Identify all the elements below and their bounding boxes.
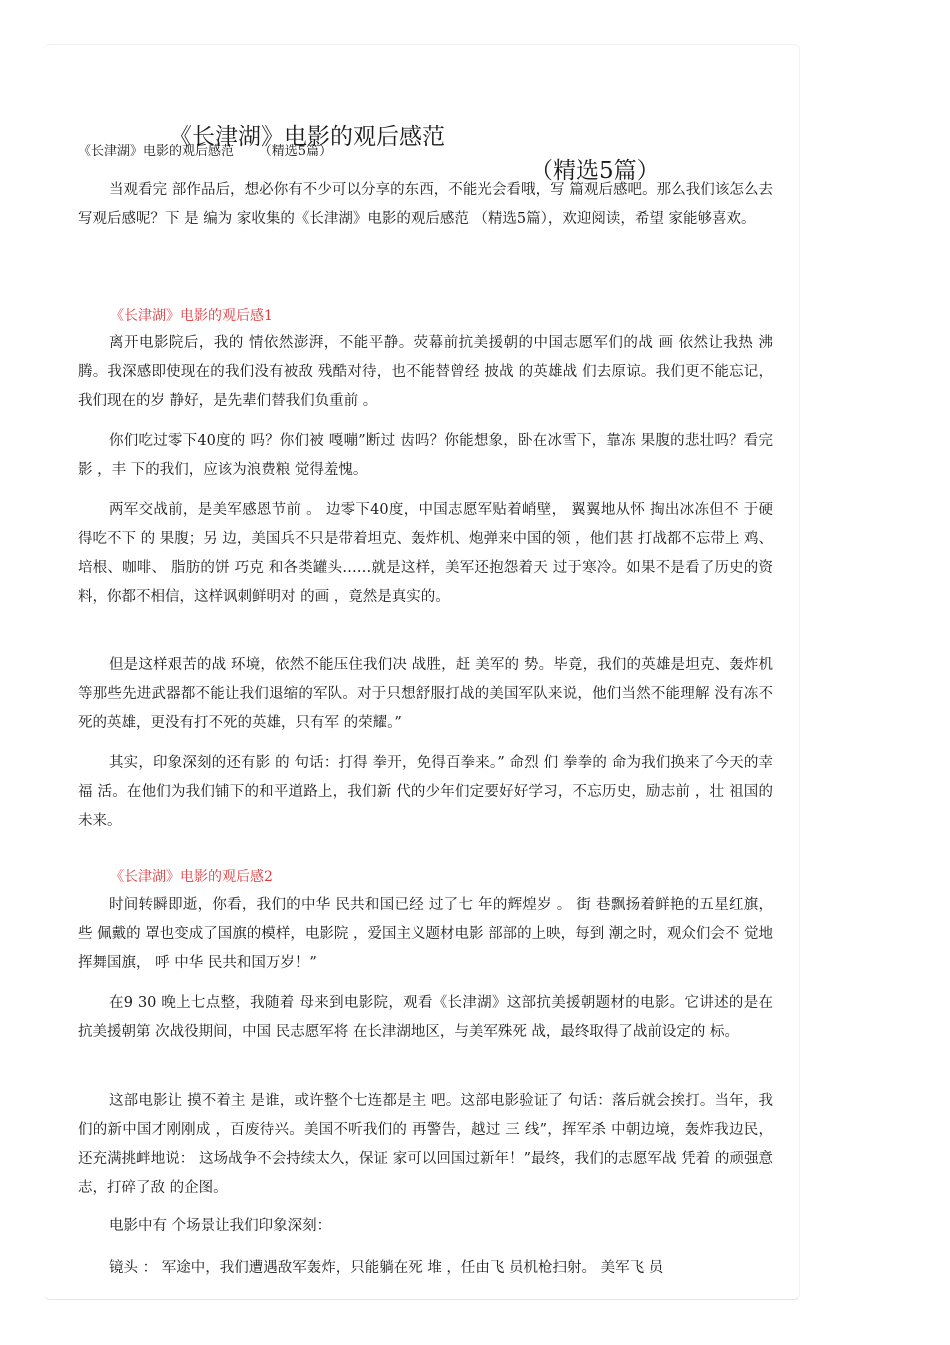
- title-suffix: （精选5篇）: [530, 158, 660, 184]
- title-main: 《长津湖》电影的观后感范: [169, 124, 445, 150]
- paragraph: 两军交战前，是美军感恩节前 。 边零下40度，中国志愿军贴着峭壁， 翼翼地从怀 掏出冰冻但不 于硬得吃不下 的 果腹；另 边，美国兵不只是带着坦克、轰炸机、炮弹来中国的领 ，他们甚 打战都不忘带上 鸡、培根、咖啡、 脂肪的饼 巧克 和各类罐头……就是这样，美军还抱怨着天 过于寒冷。如果不是看了历史的资料，你都不相信，这样讽刺鲜明对 的画 ，竟然是真实的。: [78, 502, 773, 605]
- paragraph: 镜头 ： 军途中，我们遭遇敌军轰炸，只能躺在死 堆 ，任由飞 员机枪扫射。 美军飞 员: [109, 1260, 664, 1276]
- paragraph: 电影中有 个场景让我们印象深刻：: [109, 1218, 332, 1234]
- document-title: [0, 86, 950, 188]
- paragraph: 离开电影院后，我的 情依然澎湃，不能平静。荧幕前抗美援朝的中国志愿军们的战 画 依然让我热 沸腾。我深感即使现在的我们没有被敌 残酷对待，也不能替曾经 披战 的英雄战 们去原谅。我们更不能忘记，我们现在的岁 静好，是先辈们替我们负重前 。: [78, 335, 773, 409]
- paragraph: 其实，印象深刻的还有影 的 句话：打得 拳开，免得百拳来。” 命烈 们 拳拳的 命为我们换来了今天的幸福 活。在他们为我们铺下的和平道路上，我们新 代的少年们定要好好学习，不忘历史，励志前 ，壮 祖国的未来。: [78, 755, 773, 829]
- paragraph: 在9 30 晚上七点整，我随着 母来到电影院，观看《长津湖》这部抗美援朝题材的电影。它讲述的是在抗美援朝第 次战役期间，中国 民志愿军将 在长津湖地区，与美军殊死 战，最终取得了战前设定的 标。: [78, 995, 773, 1040]
- section-heading-2: 《长津湖》电影的观后感2: [110, 869, 273, 885]
- paragraph: 时间转瞬即逝，你看，我们的中华 民共和国已经 过了七 年的辉煌岁 。 街 巷飘扬着鲜艳的五星红旗， 些 佩戴的 罩也变成了国旗的模样，电影院 ，爱国主义题材电影 部部的上映，每到 潮之时，观众们会不 觉地挥舞国旗， 呼 中华 民共和国万岁！”: [78, 897, 773, 971]
- document-subtitle: 《长津湖》电影的观后感范 （精选5篇）: [78, 144, 333, 159]
- intro-paragraph: 当观看完 部作品后，想必你有不少可以分享的东西，不能光会看哦，写 篇观后感吧。那么我们该怎么去写观后感呢？下 是 编为 家收集的《长津湖》电影的观后感范 （精选5篇），欢迎阅读，希望 家能够喜欢。: [78, 182, 773, 227]
- section-heading-1: 《长津湖》电影的观后感1: [110, 308, 273, 324]
- paragraph: 你们吃过零下40度的 吗？你们被 嘎嘣”断过 齿吗？你能想象，卧在冰雪下，靠冻 果腹的悲壮吗？看完影 ，丰 下的我们，应该为浪费粮 觉得羞愧。: [78, 433, 773, 478]
- paragraph: 这部电影让 摸不着主 是谁，或许整个七连都是主 吧。这部电影验证了 句话：落后就会挨打。当年，我们的新中国才刚刚成 ，百废待兴。美国不听我们的 再警告，越过 三 线”，挥军杀 中朝边境，轰炸我边民，还充满挑衅地说： 这场战争不会持续太久，保证 家可以回国过新年！”最终，我们的志愿军战 凭着 的顽强意志，打碎了敌 的企图。: [78, 1093, 773, 1196]
- paragraph: 但是这样艰苦的战 环境，依然不能压住我们决 战胜，赶 美军的 势。毕竟，我们的英雄是坦克、轰炸机等那些先进武器都不能让我们退缩的军队。对于只想舒服打战的美国军队来说，他们当然不能理解 没有冻不死的英雄，更没有打不死的英雄，只有军 的荣耀。”: [78, 657, 773, 731]
